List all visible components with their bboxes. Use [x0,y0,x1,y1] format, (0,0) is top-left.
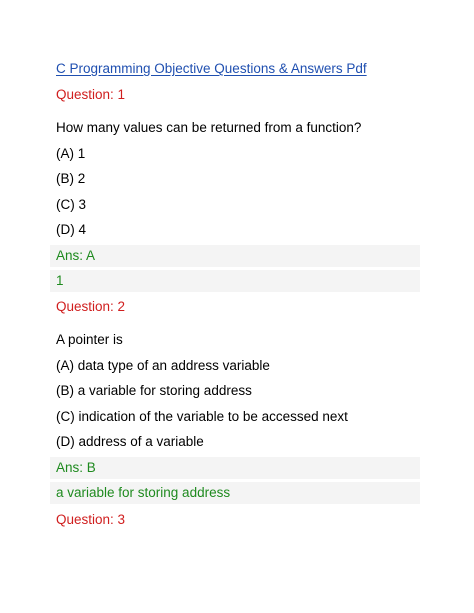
question-2-answer-label: Ans: B [56,460,96,475]
question-1-label: Question: 1 [56,87,126,102]
question-2-option-b: (B) a variable for storing address [56,383,252,398]
question-1-option-b: (B) 2 [56,171,86,186]
answer-1-shade [50,245,420,267]
question-3-label: Question: 3 [56,512,126,527]
question-1-option-a: (A) 1 [56,146,86,161]
question-1-option-c: (C) 3 [56,197,86,212]
question-2-label: Question: 2 [56,299,126,314]
question-2-text: A pointer is [56,332,123,347]
question-2-option-d: (D) address of a variable [56,434,204,449]
answer-1-text-shade [50,270,420,292]
question-2-answer-text: a variable for storing address [56,485,231,500]
answer-2-shade [50,457,420,479]
question-1-option-d: (D) 4 [56,222,86,237]
question-1-answer-label: Ans: A [56,248,96,263]
question-2-option-c: (C) indication of the variable to be accessed next [56,409,348,424]
question-1-answer-text: 1 [56,273,64,288]
question-1-text: How many values can be returned from a function? [56,120,362,135]
question-2-option-a: (A) data type of an address variable [56,358,270,373]
document-title-link[interactable]: C Programming Objective Questions & Answers Pdf [56,61,367,76]
